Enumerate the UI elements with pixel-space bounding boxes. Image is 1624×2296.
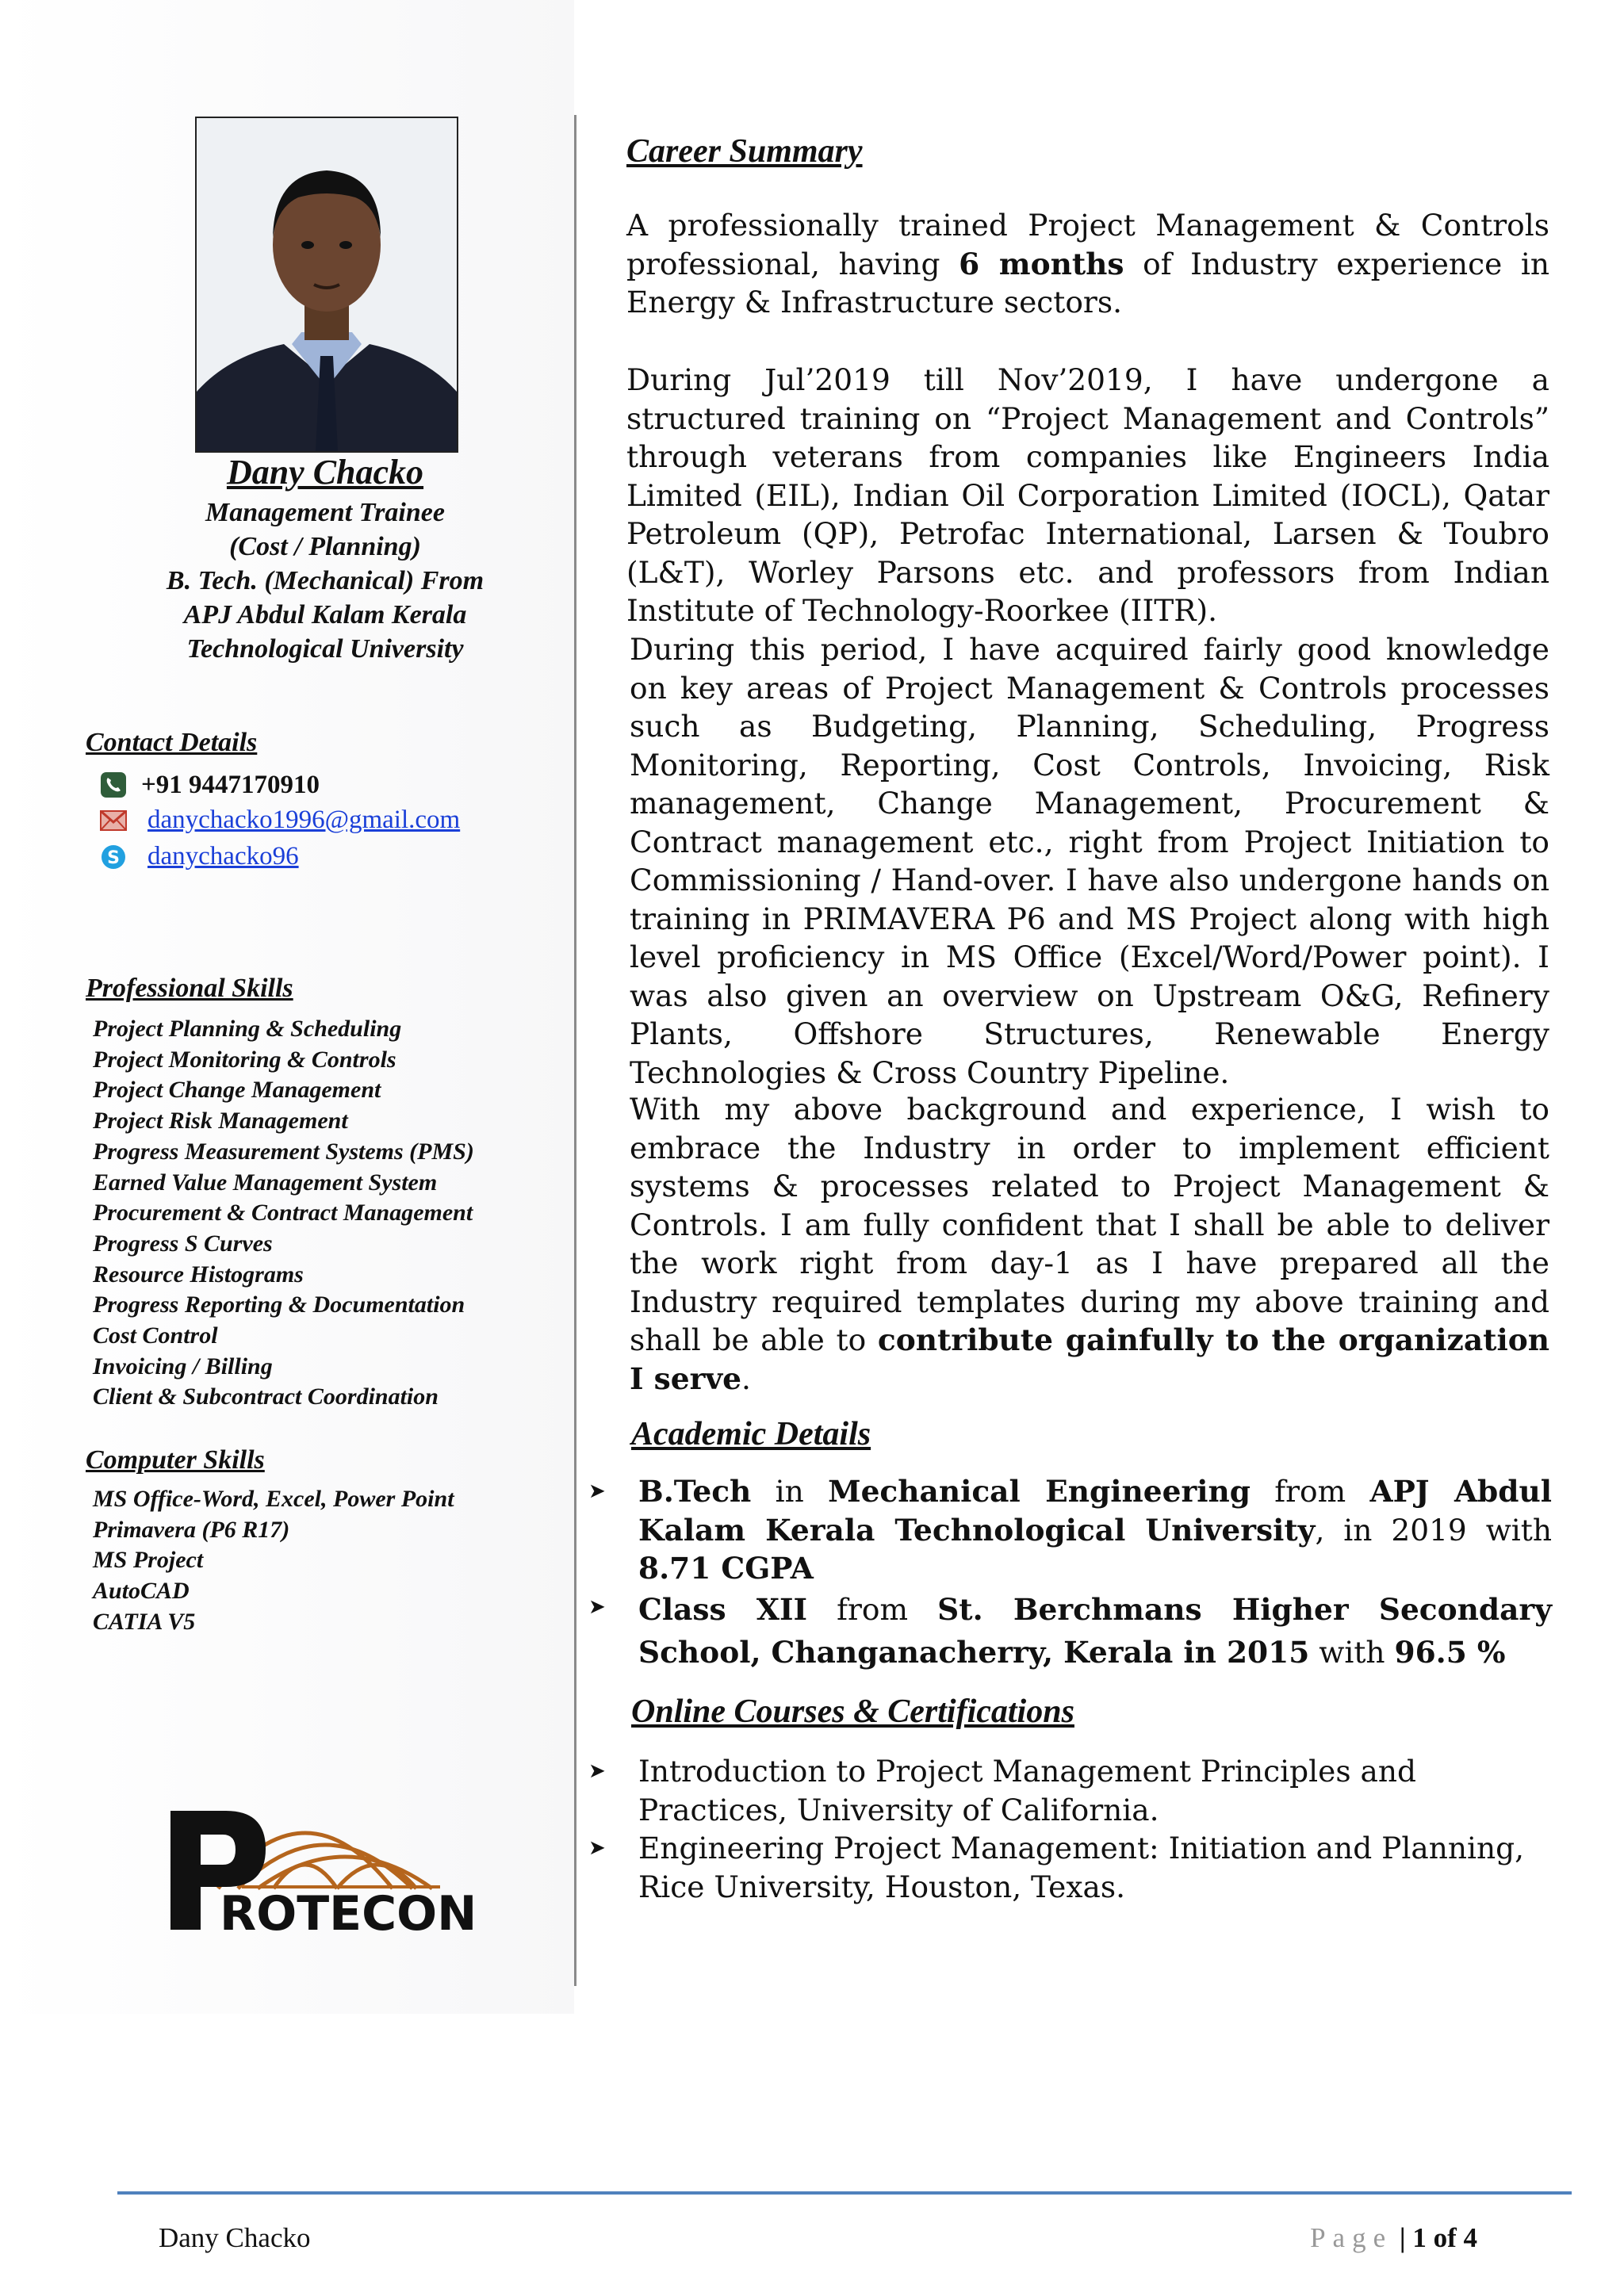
course-item xyxy=(588,1752,1532,1829)
skill-item: Project Change Management xyxy=(93,1077,381,1104)
svg-text:S: S xyxy=(107,848,120,868)
email-link[interactable]: danychacko1996@gmail.com xyxy=(147,805,461,834)
skype-link[interactable]: danychacko96 xyxy=(147,841,299,871)
academic-item xyxy=(588,1588,1552,1674)
academic-details-heading: Academic Details xyxy=(631,1416,871,1452)
arrow-bullet-icon: ➤ xyxy=(588,1836,606,1860)
skill-item: Progress Reporting & Documentation xyxy=(93,1292,465,1318)
grade: 8.71 CGPA xyxy=(638,1551,814,1586)
text-run: . xyxy=(741,1360,751,1396)
computer-skills-heading: Computer Skills xyxy=(86,1445,265,1475)
text-run: , in 2019 with xyxy=(1315,1512,1553,1548)
computer-skill-item: Primavera (P6 R17) xyxy=(93,1516,290,1543)
computer-skill-item: MS Project xyxy=(93,1547,204,1574)
career-summary-p3: During this period, I have acquired fairly good knowledge on key areas of Project Management & Controls processes such as Budgeting, Planning, Scheduling, Progress Monitoring, Reporting, Cost Controls, Invoicing, Risk management, Change Management, Procurement & Contract management etc., right from Project Initiation to Commissioning / Hand-over. I have also undergone hands on training in PRIMAVERA P6 and MS Project along with high level proficiency in MS Office (Excel/Word/Power point). I was also given an overview on Upstream O&G, Refinery Plants, Offshore Structures, Renewable Energy Technologies & Cross Country Pipeline. xyxy=(630,632,1549,1090)
text-run: in xyxy=(751,1474,829,1509)
footer-author: Dany Chacko xyxy=(159,2222,311,2253)
skill-item: Project Planning & Scheduling xyxy=(93,1016,402,1042)
subtitle-line: APJ Abdul Kalam Kerala xyxy=(183,600,467,629)
subtitle-line: B. Tech. (Mechanical) From xyxy=(166,566,485,595)
skill-item: Project Monitoring & Controls xyxy=(93,1046,396,1073)
professional-skills-list xyxy=(93,1014,474,1413)
computer-skills-list xyxy=(93,1484,454,1638)
skype-row xyxy=(98,839,299,874)
skill-item: Progress Measurement Systems (PMS) xyxy=(93,1138,474,1165)
text-run: from xyxy=(807,1591,938,1627)
page-label: Page xyxy=(1310,2222,1393,2253)
email-icon xyxy=(98,805,128,835)
skill-item: Project Risk Management xyxy=(93,1108,348,1135)
protecon-logo xyxy=(155,1793,496,1944)
text-run: A professionally trained Project Management & Controls professional, having xyxy=(626,208,1549,281)
svg-text:ROTECON: ROTECON xyxy=(220,1886,477,1942)
computer-skill-item: AutoCAD xyxy=(93,1578,190,1605)
contact-heading: Contact Details xyxy=(86,728,258,757)
career-summary-p1 xyxy=(626,206,1549,322)
academic-item xyxy=(588,1472,1552,1588)
text-run: of Industry experience in Energy & Infrastructure sectors. xyxy=(626,246,1550,320)
institution: APJ Abdul Kalam Kerala Technological University xyxy=(638,1474,1552,1548)
subtitle-line: (Cost / Planning) xyxy=(229,532,421,561)
skill-item: Client & Subcontract Coordination xyxy=(93,1383,439,1410)
degree: Class XII xyxy=(638,1591,808,1627)
career-summary-p4 xyxy=(630,1090,1549,1398)
phone-number: +91 9447170910 xyxy=(141,770,320,799)
footer-rule xyxy=(117,2191,1572,2195)
course-item xyxy=(588,1829,1532,1906)
career-summary-heading: Career Summary xyxy=(626,133,863,170)
email-row xyxy=(98,802,460,837)
grade: 96.5 % xyxy=(1394,1634,1506,1670)
career-summary-p2: During Jul’2019 till Nov’2019, I have undergone a structured training on “Project Management and Controls” through veterans from companies like Engineers India Limited (EIL), Indian Oil Corporation Limited (IOCL), Qatar Petroleum (QP), Petrofac International, Larsen & Toubro (L&T), Worley Parsons etc. and professors from Indian Institute of Technology-Roorkee (IITR). xyxy=(626,362,1549,628)
column-divider xyxy=(574,115,576,1986)
page-count: | 1 of 4 xyxy=(1399,2222,1477,2253)
subtitle-line: Technological University xyxy=(186,634,464,664)
phone-row xyxy=(98,767,320,802)
professional-skills-heading: Professional Skills xyxy=(86,974,293,1003)
online-courses-heading: Online Courses & Certifications xyxy=(631,1693,1074,1730)
arrow-bullet-icon: ➤ xyxy=(588,1479,606,1503)
academic-list xyxy=(588,1472,1552,1674)
arrow-bullet-icon: ➤ xyxy=(588,1594,606,1619)
skill-item: Earned Value Management System xyxy=(93,1169,438,1196)
candidate-subtitle xyxy=(95,496,555,666)
skill-item: Progress S Curves xyxy=(93,1230,273,1257)
degree: B.Tech xyxy=(638,1474,752,1509)
candidate-name: Dany Chacko xyxy=(226,453,424,492)
emphasis-text: contribute gainfully to the organization I serve xyxy=(630,1322,1549,1396)
experience-duration: 6 months xyxy=(959,246,1124,281)
computer-skill-item: MS Office-Word, Excel, Power Point xyxy=(93,1486,454,1512)
course-text: Engineering Project Management: Initiation and Planning, Rice University, Houston, Texas. xyxy=(638,1831,1525,1904)
profile-photo xyxy=(195,117,458,453)
skill-item: Resource Histograms xyxy=(93,1261,304,1288)
course-text: Introduction to Project Management Principles and Practices, University of California. xyxy=(638,1754,1417,1827)
computer-skill-item: CATIA V5 xyxy=(93,1608,196,1635)
skill-item: Procurement & Contract Management xyxy=(93,1200,473,1226)
skill-item: Cost Control xyxy=(93,1322,218,1349)
arrow-bullet-icon: ➤ xyxy=(588,1759,606,1783)
footer-page-number xyxy=(1310,2222,1477,2254)
text-run: from xyxy=(1250,1474,1370,1509)
subtitle-line: Management Trainee xyxy=(205,498,445,527)
skill-item: Invoicing / Billing xyxy=(93,1353,273,1380)
institution: St. Berchmans Higher Secondary School, Changanacherry, Kerala in 2015 xyxy=(638,1591,1552,1670)
text-run: with xyxy=(1309,1634,1395,1670)
text-run: With my above background and experience, I wish to embrace the Industry in order to implement efficient systems & processes related to Project Management & Controls. I am fully confident that I shall be able to deliver the work right from day-1 as I have prepared all the Industry required templates during my above training and shall be able to xyxy=(630,1092,1549,1357)
courses-list xyxy=(588,1752,1532,1906)
phone-icon xyxy=(98,770,128,800)
skype-icon xyxy=(98,841,128,871)
discipline: Mechanical Engineering xyxy=(828,1474,1251,1509)
